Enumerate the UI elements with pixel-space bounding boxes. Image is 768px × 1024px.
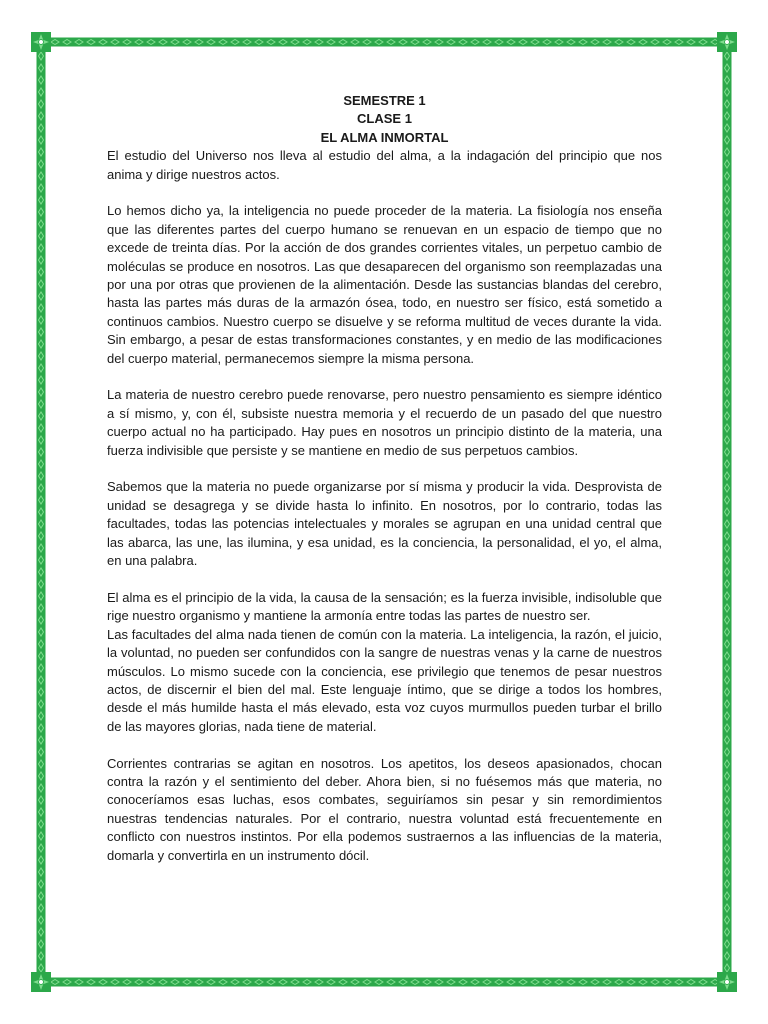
paragraph-7: Corrientes contrarias se agitan en nosotros. Los apetitos, los deseos apasionados, chocan contra la razón y el sentimiento del deber. Ahora bien, si no fuésemos más que materia, no conoceríamos esas luchas, esos combates, seguiríamos sin pesar y sin remordimientos nuestras tendencias naturales. Por el contrario, nuestra voluntad está frecuentemente en conflicto con nuestros instintos. Por ella podemos sustraernos a las influencias de la materia, domarla y convertirla en un instrumento dócil. bbox=[107, 755, 662, 863]
corner-dot bbox=[39, 980, 43, 984]
corner-dot bbox=[39, 40, 43, 44]
document-body bbox=[107, 92, 662, 883]
paragraph-3: La materia de nuestro cerebro puede renovarse, pero nuestro pensamiento es siempre idéntico a sí mismo, y, con él, subsiste nuestra memoria y el recuerdo de un pasado del que nuestro cuerpo actual no ha participado. Hay pues en nosotros un principio distinto de la materia, una fuerza indivisible que persiste y se mantiene en medio de sus perpetuos cambios. bbox=[107, 387, 662, 458]
paragraph-2: Lo hemos dicho ya, la inteligencia no puede proceder de la materia. La fisiología nos enseña que las diferentes partes del cuerpo humano se renuevan en un espacio de tiempo que no excede de treinta días. Por la acción de dos grandes corrientes vitales, un perpetuo cambio de moléculas se produce en nosotros. Las que desaparecen del organismo son reemplazadas una por una por otras que provienen de la alimentación. Desde las sustancias blandas del cerebro, hasta las partes más duras de la armazón ósea, todo, en nuestro ser físico, está sometido a continuos cambios. Nuestro cuerpo se disuelve y se reforma multitud de veces durante la vida. Sin embargo, a pesar de estas transformaciones constantes, y en medio de las modificaciones del cuerpo material, permanecemos siempre la misma persona. bbox=[107, 203, 662, 366]
semester-heading: SEMESTRE 1 bbox=[343, 93, 426, 108]
paragraph-4: Sabemos que la materia no puede organizarse por sí misma y producir la vida. Desprovista de unidad se desagrega y se divide hasta lo infinito. En nosotros, por lo contrario, todas las facultades, todas las potencias intelectuales y morales se agrupan en una unidad central que las abarca, las une, las ilumina, y esa unidad, es la conciencia, la personalidad, el yo, el alma, en una palabra. bbox=[107, 479, 662, 569]
corner-dot bbox=[725, 980, 729, 984]
class-heading: CLASE 1 bbox=[357, 111, 412, 127]
paragraph-5: El alma es el principio de la vida, la causa de la sensación; es la fuerza invisible, indisoluble que rige nuestro organismo y mantiene la armonía entre todas las partes de nuestro ser. bbox=[107, 589, 662, 624]
document-title: EL ALMA INMORTAL bbox=[320, 129, 449, 145]
paragraph-1: El estudio del Universo nos lleva al estudio del alma, a la indagación del principio que nos anima y dirige nuestros actos. bbox=[107, 148, 662, 182]
corner-dot bbox=[725, 40, 729, 44]
paragraph-6: Las facultades del alma nada tienen de común con la materia. La inteligencia, la razón, el juicio, la voluntad, no pueden ser confundidos con la sangre de nuestras venas y la carne de nuestros músculos. Lo mismo sucede con la conciencia, ese privilegio que tenemos de pesar nuestros actos, de discernir el bien del mal. Este lenguaje íntimo, que se dirige a todos los hombres, desde el más humilde hasta el más elevado, esta voz cuyos murmullos pueden turbar el brillo de las mayores glorias, nada tiene de material. bbox=[107, 626, 662, 734]
